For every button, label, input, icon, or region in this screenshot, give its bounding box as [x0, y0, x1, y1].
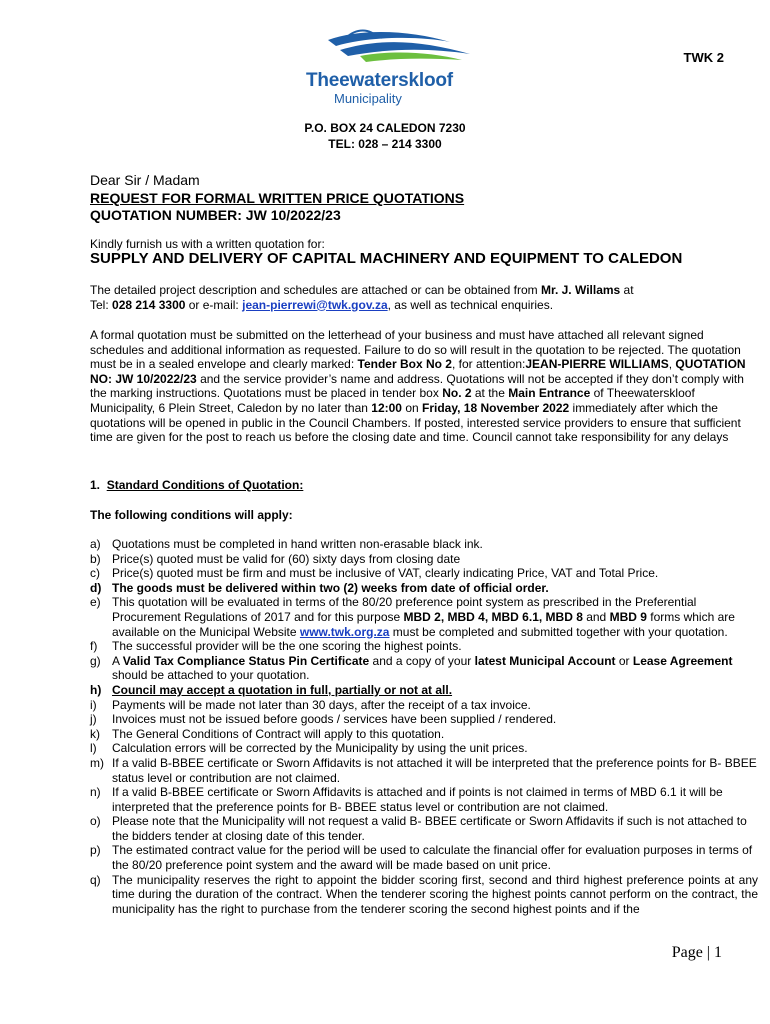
telephone: TEL: 028 – 214 3300: [328, 137, 442, 151]
contact-email-link[interactable]: jean-pierrewi@twk.gov.za: [242, 297, 388, 312]
section-1-heading: 1. Standard Conditions of Quotation:: [90, 478, 304, 492]
list-item: k) The General Conditions of Contract will apply to this quotation.: [90, 726, 445, 741]
list-item: n) If a valid B-BBEE certificate or Sworn Affidavits is attached and if points is not claimed in terms of MBD 6.1 it will be interpreted that the preference points for B- BBEE status level or contribution are not claimed.: [90, 785, 723, 814]
list-item: o) Please note that the Municipality will not request a valid B- BBEE certificate or Sworn Affidavits if such is not attached to the bidders tender at closing date of this tender.: [90, 814, 747, 843]
greeting: Dear Sir / Madam: [90, 172, 200, 188]
conditions-lead: The following conditions will apply:: [90, 508, 293, 522]
list-item: f) The successful provider will be the one scoring the highest points.: [90, 639, 462, 654]
conditions-list: [90, 537, 758, 916]
list-item: h) Council may accept a quotation in full, partially or not at all.: [90, 682, 453, 697]
list-item: m) If a valid B-BBEE certificate or Sworn Affidavits is not attached it will be interpreted that the preference points for B- BBEE status level or contribution are not claimed.: [90, 755, 757, 785]
list-item: a) Quotations must be completed in hand written non-erasable black ink.: [90, 537, 483, 551]
furnish-line: Kindly furnish us with a written quotation for:: [90, 237, 325, 251]
list-item: g) A Valid Tax Compliance Status Pin Certificate and a copy of your latest Municipal Account or Lease Agreement should be attached to your quotation.: [90, 653, 733, 683]
contact-name: Mr. J. Willams: [540, 283, 621, 297]
quotation-number-heading: QUOTATION NUMBER: JW 10/2022/23: [90, 207, 341, 223]
list-item: b) Price(s) quoted must be valid for (60) sixty days from closing date: [90, 551, 461, 566]
list-item: e) This quotation will be evaluated in terms of the 80/20 preference point system as prescribed in the Preferential Procurement Regulations of 2017 and for this purpose MBD 2, MBD 4, MBD 6.1, MBD 8 and MBD 9 forms which are available on the Municipal Website www.twk.org.za must be completed and submitted together with your quotation.: [90, 595, 735, 639]
website-link[interactable]: www.twk.org.za: [299, 624, 390, 639]
contact-paragraph: The detailed project description and schedules are attached or can be obtained from Mr. J. Willams at Tel: 028 214 3300 or e-mail: jean-pierrewi@twk.gov.za, as well as technical enquiries.: [90, 283, 634, 312]
list-item: p) The estimated contract value for the period will be used to calculate the financial offer for evaluation purposes in terms of the 80/20 preference point system and the award will be made based on unit price.: [90, 843, 753, 873]
list-item: i) Payments will be made not later than 30 days, after the receipt of a tax invoice.: [90, 697, 531, 712]
page-number: Page | 1: [671, 944, 722, 961]
list-item: l) Calculation errors will be corrected by the Municipality by using the unit prices.: [90, 741, 528, 756]
list-item: q) The municipality reserves the right to appoint the bidder scoring first, second and third highest preference points at any time during the duration of the contract. When the tenderer scoring the highest points cannot perform on the contract, the municipality has the right to purchase from the tenderer scoring the second highest points and if the: [90, 872, 758, 916]
submission-paragraph: A formal quotation must be submitted on the letterhead of your business and must have attached all relevant signed schedules and additional information as requested. Failure to do so will result in the quotation to be rejected. The quotation must be in a sealed envelope and clearly marked: Tender Box No 2, for attention:JEAN-PIERRE WILLIAMS, QUOTATION NO: JW 10/2022/23 and the service provider’s name and address. Quotations will not be accepted if they don’t comply with the marking instructions. Quotations must be placed in tender box No. 2 at the Main Entrance of Theewaterskloof Municipality, 6 Plein Street, Caledon by no later than 12:00 on Friday, 18 November 2022 immediately after which the quotations will be opened in public in the Council Chambers. If posted, interested service providers to ensure that sufficient time are given for the post to reach us before the closing date and time. Council cannot take responsibility for any delays: [90, 328, 746, 445]
contact-tel: 028 214 3300: [112, 297, 186, 312]
postal-address: P.O. BOX 24 CALEDON 7230: [304, 121, 466, 135]
request-heading: REQUEST FOR FORMAL WRITTEN PRICE QUOTATIONS: [90, 190, 465, 206]
logo-wordmark: Theewaterskloof: [306, 70, 453, 91]
list-item: d) The goods must be delivered within two (2) weeks from date of official order.: [90, 580, 549, 595]
document-reference: TWK 2: [683, 50, 724, 65]
list-item: j) Invoices must not be issued before goods / services have been supplied / rendered.: [90, 712, 557, 727]
subject-heading: SUPPLY AND DELIVERY OF CAPITAL MACHINERY AND EQUIPMENT TO CALEDON: [90, 250, 683, 267]
list-item: c) Price(s) quoted must be firm and must be inclusive of VAT, clearly indicating Price, VAT and Total Price.: [90, 566, 659, 581]
logo-subtitle: Municipality: [334, 91, 402, 106]
